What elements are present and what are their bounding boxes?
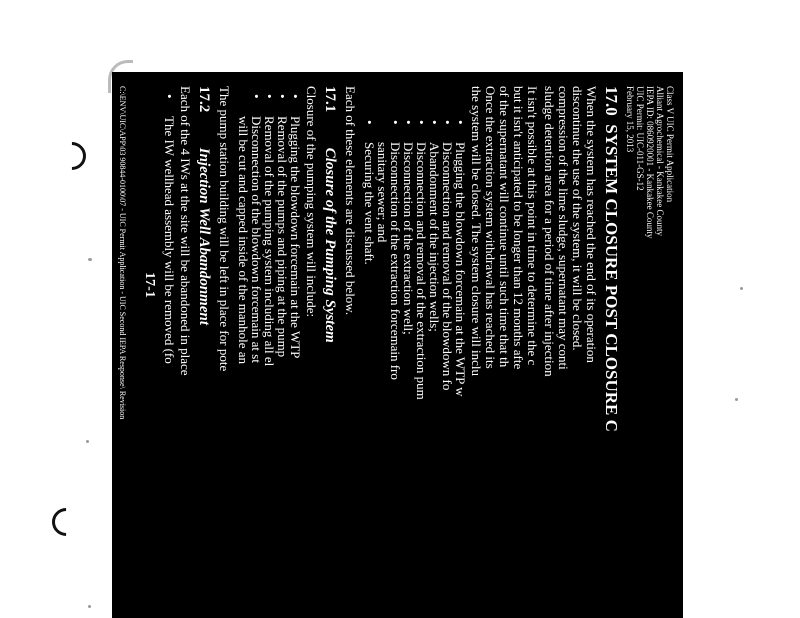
text-line: discontinue the use of the system, it will be closed. <box>570 86 585 351</box>
header-line: Class V UIC Permit Application <box>665 86 675 203</box>
text-line: the system will be closed. The system closure will inclu <box>469 86 484 377</box>
list-item: • The IW wellhead assembly will be removed (fo <box>162 94 177 364</box>
list-item: • Abandonment of the injection wells; <box>427 120 442 332</box>
summary-line: Each of these elements are discussed below. <box>343 86 358 316</box>
list-item: • Removal of the pumping system including all el <box>262 94 277 367</box>
list-item: • Disconnection of the extraction forcemain fro <box>388 120 403 380</box>
wells-line: Each of the 4 IWs at the site will be abandoned in place <box>178 86 193 376</box>
header-line: February 15, 2013 <box>625 86 635 153</box>
binder-hole-bottom <box>46 502 86 542</box>
list-item: • Disconnection and removal of the blowdown fo <box>440 120 455 391</box>
list-item: • Removal of the pumps and piping at the pump <box>275 94 290 358</box>
closure-paragraph <box>469 86 539 604</box>
closure-elements-list <box>363 86 467 604</box>
document-header <box>625 86 675 604</box>
header-line: Alliant Agrochemical - Kankakee County <box>655 86 665 236</box>
document-page <box>112 72 683 618</box>
list-item: • Plugging the blowdown forcemain at the WTP <box>288 94 303 359</box>
list-item: • Disconnection of the blowdown forcemain at st <box>249 94 264 363</box>
section-number: 17.0 <box>602 86 621 116</box>
section-heading-17-2 <box>195 86 213 604</box>
section-number: 17.1 <box>322 86 338 113</box>
text-line: It isn't possible at this point in time to determine the c <box>525 86 540 366</box>
section-title: SYSTEM CLOSURE POST CLOSURE C <box>602 124 621 432</box>
text-line: of the supernatant will continue until such time that th <box>497 86 512 368</box>
page-number: 17-1 <box>142 272 157 298</box>
list-item-continued: will be cut and capped inside of the manhole an <box>236 116 251 365</box>
text-line: When the system has reached the end of its operation <box>584 86 599 363</box>
section-title: Closure of the Pumping System <box>322 147 338 343</box>
list-item: • Securing the vent shaft. <box>362 120 377 265</box>
text-line: but it isn't anticipated to be longer than 12 months afte <box>511 86 526 370</box>
scanned-page <box>112 72 683 618</box>
abandonment-list <box>163 86 176 604</box>
pump-building-line: The pump station building will be left in place for pote <box>217 86 232 372</box>
list-item-continued: sanitary sewer; and <box>375 142 390 243</box>
section-title: Injection Well Abandonment <box>196 147 212 326</box>
binder-hole-top <box>52 136 92 176</box>
header-line: UIC Permit: UIC-011-GS-12 <box>635 86 645 191</box>
pump-intro: Closure of the pumping system will include: <box>304 86 319 318</box>
section-heading-17-1 <box>321 86 339 604</box>
text-line: compression of the lime sludge, supernatant may conti <box>556 86 571 370</box>
text-line: Once the extraction system withdrawal has reached its <box>483 86 498 369</box>
pumping-closure-list <box>237 86 302 604</box>
header-line: IEPA ID: 0860920001 - Kankakee County <box>645 86 655 239</box>
list-item: • Disconnection and removal of the extraction pum <box>414 120 429 400</box>
footer-path: C:\ENV\UIC\APP\03 90844-0100\07 - UIC Permit Application - UIC Second IEPA Response\ Revision <box>118 86 127 420</box>
text-line: sludge detention area for a period of time after injection <box>542 86 557 377</box>
section-heading-17 <box>601 86 621 604</box>
section-number: 17.2 <box>196 86 212 113</box>
list-item: • Plugging the blowdown forcemain at the WTP w <box>453 120 468 397</box>
list-item: • Disconnection of the extraction well; <box>401 120 416 335</box>
intro-paragraph <box>542 86 598 604</box>
